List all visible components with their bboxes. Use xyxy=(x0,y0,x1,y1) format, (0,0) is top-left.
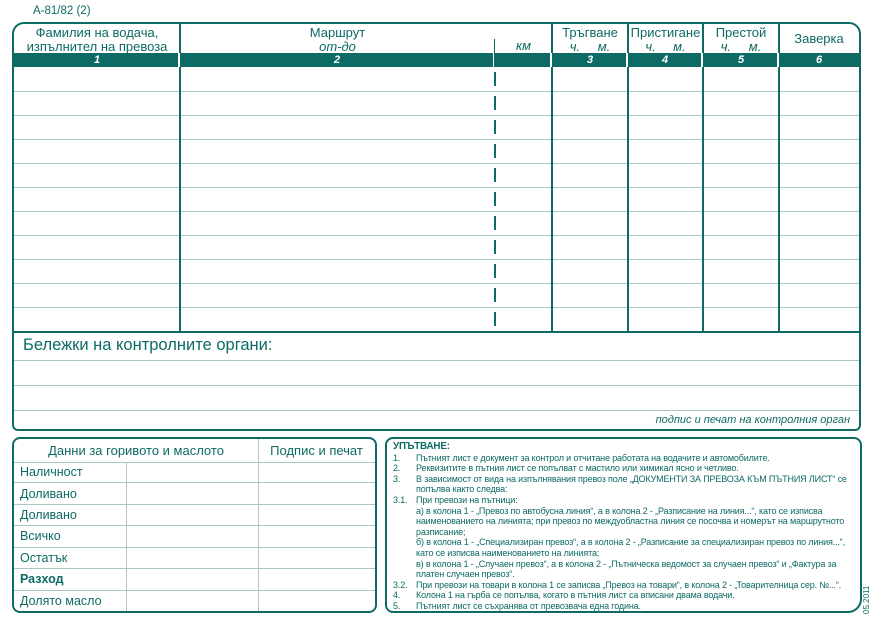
instruction-number: 3.1. xyxy=(393,494,408,505)
departure-header-title: Тръгване xyxy=(562,25,618,40)
driver-header-line2: изпълнител на превоза xyxy=(26,38,168,54)
arrival-header-title: Пристигане xyxy=(630,25,701,40)
stay-minutes-label: м. xyxy=(748,38,762,54)
stay-hours-label: ч. xyxy=(720,38,732,54)
table-row xyxy=(14,91,859,116)
notes-line xyxy=(14,410,859,411)
fuel-row-availability xyxy=(14,462,375,482)
fuel-row-label: Наличност xyxy=(20,465,83,480)
instruction-text: Реквизитите в пътния лист се попълват с мастило или химикал ясно и четливо. xyxy=(416,463,739,474)
route-header-title: Маршрут xyxy=(309,25,366,40)
table-row xyxy=(14,211,859,236)
instruction-item xyxy=(393,559,854,580)
instruction-number: 4. xyxy=(393,590,401,601)
column-number-1: 1 xyxy=(93,54,101,66)
band-separator xyxy=(178,53,180,67)
km-divider-tick xyxy=(494,264,496,278)
instruction-item xyxy=(393,537,854,558)
trip-table-inner xyxy=(14,24,859,429)
column-header-certification xyxy=(779,24,859,53)
fuel-table-header xyxy=(14,439,375,463)
fuel-header-divider xyxy=(258,439,259,462)
fuel-row-label: Доливано xyxy=(20,486,77,501)
table-row xyxy=(14,283,859,308)
column-divider xyxy=(627,24,629,331)
fuel-row-label: Всичко xyxy=(20,529,61,544)
edition-note: 05.2011 xyxy=(862,585,871,614)
instruction-item xyxy=(393,453,854,464)
instruction-number xyxy=(393,506,416,538)
table-row xyxy=(14,235,859,260)
km-divider-tick xyxy=(494,120,496,134)
arrival-minutes-label: м. xyxy=(673,38,686,54)
instruction-number: 1. xyxy=(393,452,401,463)
fuel-row-label: Доливано xyxy=(20,508,77,523)
table-row xyxy=(14,187,859,212)
km-divider-tick xyxy=(494,192,496,206)
instruction-item xyxy=(393,506,854,538)
column-divider xyxy=(551,24,553,331)
instruction-item xyxy=(393,601,854,612)
table-row xyxy=(14,115,859,140)
instruction-text: При превози на пътници: xyxy=(416,494,518,505)
column-header-arrival xyxy=(628,24,703,55)
table-row xyxy=(14,67,859,92)
certification-header-title: Заверка xyxy=(794,30,844,46)
column-header-departure xyxy=(552,24,628,55)
km-divider-tick xyxy=(494,144,496,158)
km-divider-tick xyxy=(494,288,496,302)
km-divider-tick xyxy=(494,216,496,230)
instruction-item xyxy=(393,495,854,506)
notes-line xyxy=(14,385,859,386)
fuel-rows xyxy=(14,462,375,611)
trip-table xyxy=(12,22,861,431)
table-row xyxy=(14,259,859,284)
fuel-header-signature-label: Подпис и печат xyxy=(270,443,363,458)
instruction-text: а) в колона 1 - „Превоз по автобусна линия“, а в колона 2 - „Разписание на линия...“, като се изписва наименованието на линията; при превоз по междуобластна линия се посочва и номерът на маршрутното разписание; xyxy=(416,505,845,537)
instruction-text: Колона 1 на гърба се попълва, когато в пътния лист са вписани двама водачи. xyxy=(416,590,735,601)
km-divider-tick xyxy=(494,72,496,86)
signature-caption: подпис и печат на контролния орган xyxy=(655,414,850,426)
route-header-fromto: от-до xyxy=(319,38,356,54)
km-divider-tick xyxy=(494,312,496,326)
driver-header-line1: Фамилия на водача, xyxy=(35,25,159,40)
instruction-number xyxy=(393,537,416,558)
fuel-row-consumption xyxy=(14,568,375,589)
fuel-oil-table xyxy=(12,437,377,613)
column-number-5: 5 xyxy=(737,54,745,66)
column-number-6: 6 xyxy=(815,54,823,66)
fuel-header-data-label: Данни за горивото и маслото xyxy=(48,443,224,458)
instructions-section xyxy=(385,437,862,613)
band-separator xyxy=(777,53,779,67)
notes-section-title: Бележки на контролните органи: xyxy=(23,336,273,354)
column-number-4: 4 xyxy=(661,54,669,66)
instruction-item xyxy=(393,580,854,591)
notes-line xyxy=(14,360,859,361)
table-row xyxy=(14,139,859,164)
fuel-row-refilled-2 xyxy=(14,504,375,525)
arrival-hours-label: ч. xyxy=(645,38,656,54)
table-row xyxy=(14,163,859,188)
column-divider xyxy=(702,24,704,331)
band-separator xyxy=(626,53,628,67)
instruction-number: 5. xyxy=(393,600,401,611)
fuel-row-label: Долято масло xyxy=(20,593,102,608)
instruction-number: 2. xyxy=(393,463,401,474)
instruction-text: в) в колона 1 - „Случаен превоз“, а в колона 2 - „Пътническа ведомост за случаен превоз“ и „Фактура за платен случаен превоз“. xyxy=(416,558,837,580)
form-code: А-81/82 (2) xyxy=(33,5,91,17)
km-divider-tick xyxy=(494,240,496,254)
instruction-text: Пътният лист се съхранява от превозвача една година. xyxy=(416,600,641,611)
departure-hours-label: ч. xyxy=(569,38,581,54)
fuel-row-label: Разход xyxy=(20,572,64,587)
instruction-number: 3. xyxy=(393,473,401,484)
column-divider xyxy=(778,24,780,331)
instruction-item xyxy=(393,463,854,474)
column-number-band xyxy=(14,53,859,67)
fuel-row-total xyxy=(14,525,375,546)
fuel-row-label: Остатък xyxy=(20,550,68,565)
km-divider-tick xyxy=(494,168,496,182)
fuel-row-oil-added xyxy=(14,590,375,611)
column-number-3: 3 xyxy=(586,54,594,66)
fuel-row-refilled-1 xyxy=(14,482,375,503)
departure-minutes-label: м. xyxy=(597,38,611,54)
instruction-text: При превози на товари в колона 1 се записва „Превоз на товари“, в колона 2 - „Товарителница сер. №...“. xyxy=(416,579,842,590)
km-header-divider xyxy=(494,39,495,53)
table-row xyxy=(14,307,859,331)
instruction-text: В зависимост от вида на изпълнявания превоз поле „ДОКУМЕНТИ ЗА ПРЕВОЗА КЪМ ПЪТНИЯ ЛИСТ“ се попълва както следва: xyxy=(416,473,847,495)
instruction-text: б) в колона 1 - „Специализиран превоз“, а в колона 2 - „Разписание за специализиран превоз по линия...“, като се изписва наименованието на линията; xyxy=(416,537,845,558)
instruction-number: 3.2. xyxy=(393,579,408,590)
band-separator xyxy=(701,53,703,67)
instruction-number xyxy=(393,559,416,580)
km-header-label: км xyxy=(515,38,532,53)
stay-header-title: Престой xyxy=(715,25,767,40)
column-header-route xyxy=(180,24,495,55)
column-divider xyxy=(179,24,181,331)
column-header-stay xyxy=(703,24,779,55)
fuel-row-remainder xyxy=(14,547,375,568)
instructions-title: УПЪТВАНЕ: xyxy=(393,441,450,452)
km-divider-tick xyxy=(494,96,496,110)
notes-section-divider xyxy=(14,331,859,333)
column-header-driver xyxy=(14,24,180,55)
band-separator xyxy=(550,53,552,67)
instruction-item xyxy=(393,590,854,601)
band-separator xyxy=(493,53,494,67)
instruction-text: Пътният лист е документ за контрол и отчитане работата на водачите и автомобилите. xyxy=(416,452,770,463)
column-number-2: 2 xyxy=(333,54,341,66)
instruction-item xyxy=(393,474,854,495)
